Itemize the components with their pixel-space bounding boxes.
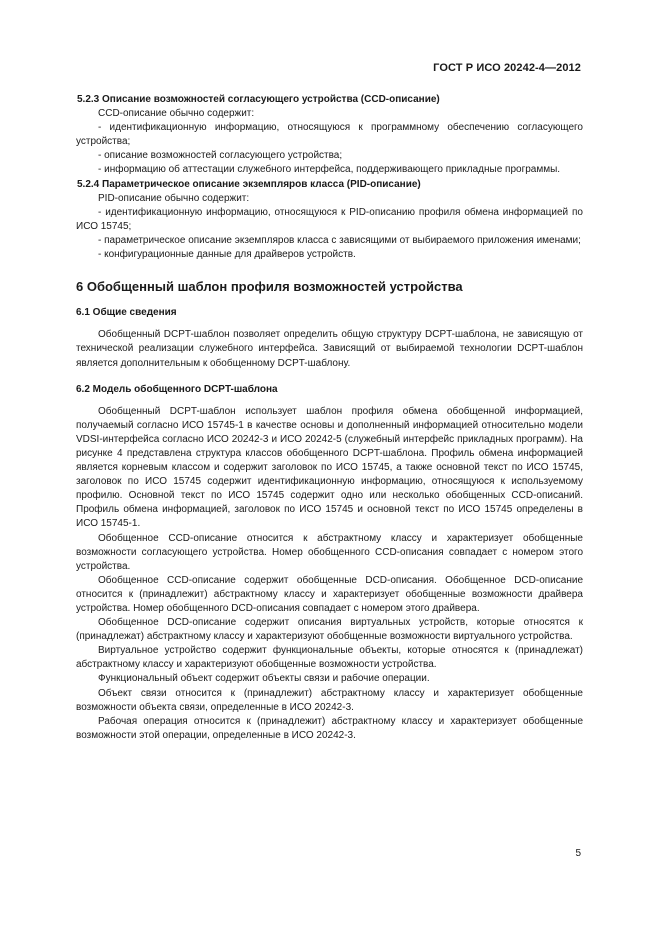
paragraph: Обобщенное DCD-описание содержит описания виртуальных устройств, которые относятся к (принадлежат) абстрактному классу и характеризуют обобщенные возможности виртуального устройства. — [76, 617, 583, 643]
paragraph: Обобщенный DCPT-шаблон позволяет определить общую структуру DCPT-шаблона, не зависящую от технической реализации служебного интерфейса. Зависящий от выбираемой технологии DCPT-шаблон является дополнительным к обобщенному DCPT-шаблону. — [76, 329, 583, 369]
paragraph: PID-описание обычно содержит: — [98, 192, 250, 204]
paragraph: Обобщенное CCD-описание содержит обобщенные DCD-описания. Обобщенное DCD-описание относится к (принадлежит) абстрактному классу и характеризует обобщенные возможности драйвера устройства. Номер обобщенного DCD-описания совпадает с номером этого драйвера. — [76, 574, 583, 614]
paragraph: Объект связи относится к (принадлежит) абстрактному классу и характеризует обобщенные возможности объекта связи, определенные в ИСО 20242-3. — [76, 687, 583, 713]
paragraph: Обобщенное CCD-описание относится к абстрактному классу и характеризует обобщенные возможности согласующего устройства. Номер обобщенного CCD-описания совпадает с номером этого устройства. — [76, 532, 583, 572]
heading-section-6: 6 Обобщенный шаблон профиля возможностей устройства — [76, 279, 463, 295]
heading-5-2-4: 5.2.4 Параметрическое описание экземпляров класса (PID-описание) — [77, 178, 421, 190]
list-item: - информацию об аттестации служебного интерфейса, поддерживающего прикладные программы. — [98, 164, 561, 176]
list-item: - идентификационную информацию, относящуюся к PID-описанию профиля обмена информацией по ИСО 15745; — [76, 206, 583, 232]
list-item: - описание возможностей согласующего устройства; — [98, 150, 343, 162]
list-item: - конфигурационные данные для драйверов устройств. — [98, 249, 356, 261]
list-item: - идентификационную информацию, относящуюся к программному обеспечению согласующего устройства; — [76, 122, 583, 148]
paragraph: Функциональный объект содержит объекты связи и рабочие операции. — [98, 673, 430, 685]
heading-6-2: 6.2 Модель обобщенного DCPT-шаблона — [76, 383, 278, 395]
list-item: - параметрическое описание экземпляров класса с зависящими от выбираемого приложения именами; — [98, 234, 581, 246]
paragraph: Виртуальное устройство содержит функциональные объекты, которые относятся к (принадлежат) абстрактному классу и характеризуют обобщенные возможности устройства. — [76, 645, 583, 671]
paragraph: CCD-описание обычно содержит: — [98, 108, 255, 120]
paragraph: Рабочая операция относится к (принадлежит) абстрактному классу и характеризует обобщенные возможности этой операции, определенные в ИСО 20242-3. — [76, 715, 583, 741]
paragraph: Обобщенный DCPT-шаблон использует шаблон профиля обмена обобщенной информацией, получаемый согласно ИСО 15745-1 в качестве основы и дополненный информацией относительно модели VDSI-интерфейса согласно ИСО 20242-3 и ИСО 20242-5 (служебный интерфейс прикладных программ). На рисунке 4 представлена структура классов обобщенного DCPT-шаблона. Профиль обмена информацией является корневым классом и содержит заголовок по ИСО 15745, а также основной текст по ИСО 15745, заголовок по ИСО 15745 содержит идентификационную информацию, относящуюся к используемому профилю. Основной текст по ИСО 15745 содержит одно или несколько обобщенных CCD-описаний. Профиль обмена информацией, заголовок по ИСО 15745 и основной текст по ИСО 15745 определены в ИСО 15745-1. — [76, 405, 583, 530]
heading-5-2-3: 5.2.3 Описание возможностей согласующего устройства (CCD-описание) — [77, 94, 440, 105]
page-number: 5 — [575, 848, 581, 859]
heading-6-1: 6.1 Общие сведения — [76, 307, 177, 319]
document-code: ГОСТ Р ИСО 20242-4—2012 — [433, 62, 581, 74]
page-content — [76, 93, 583, 743]
